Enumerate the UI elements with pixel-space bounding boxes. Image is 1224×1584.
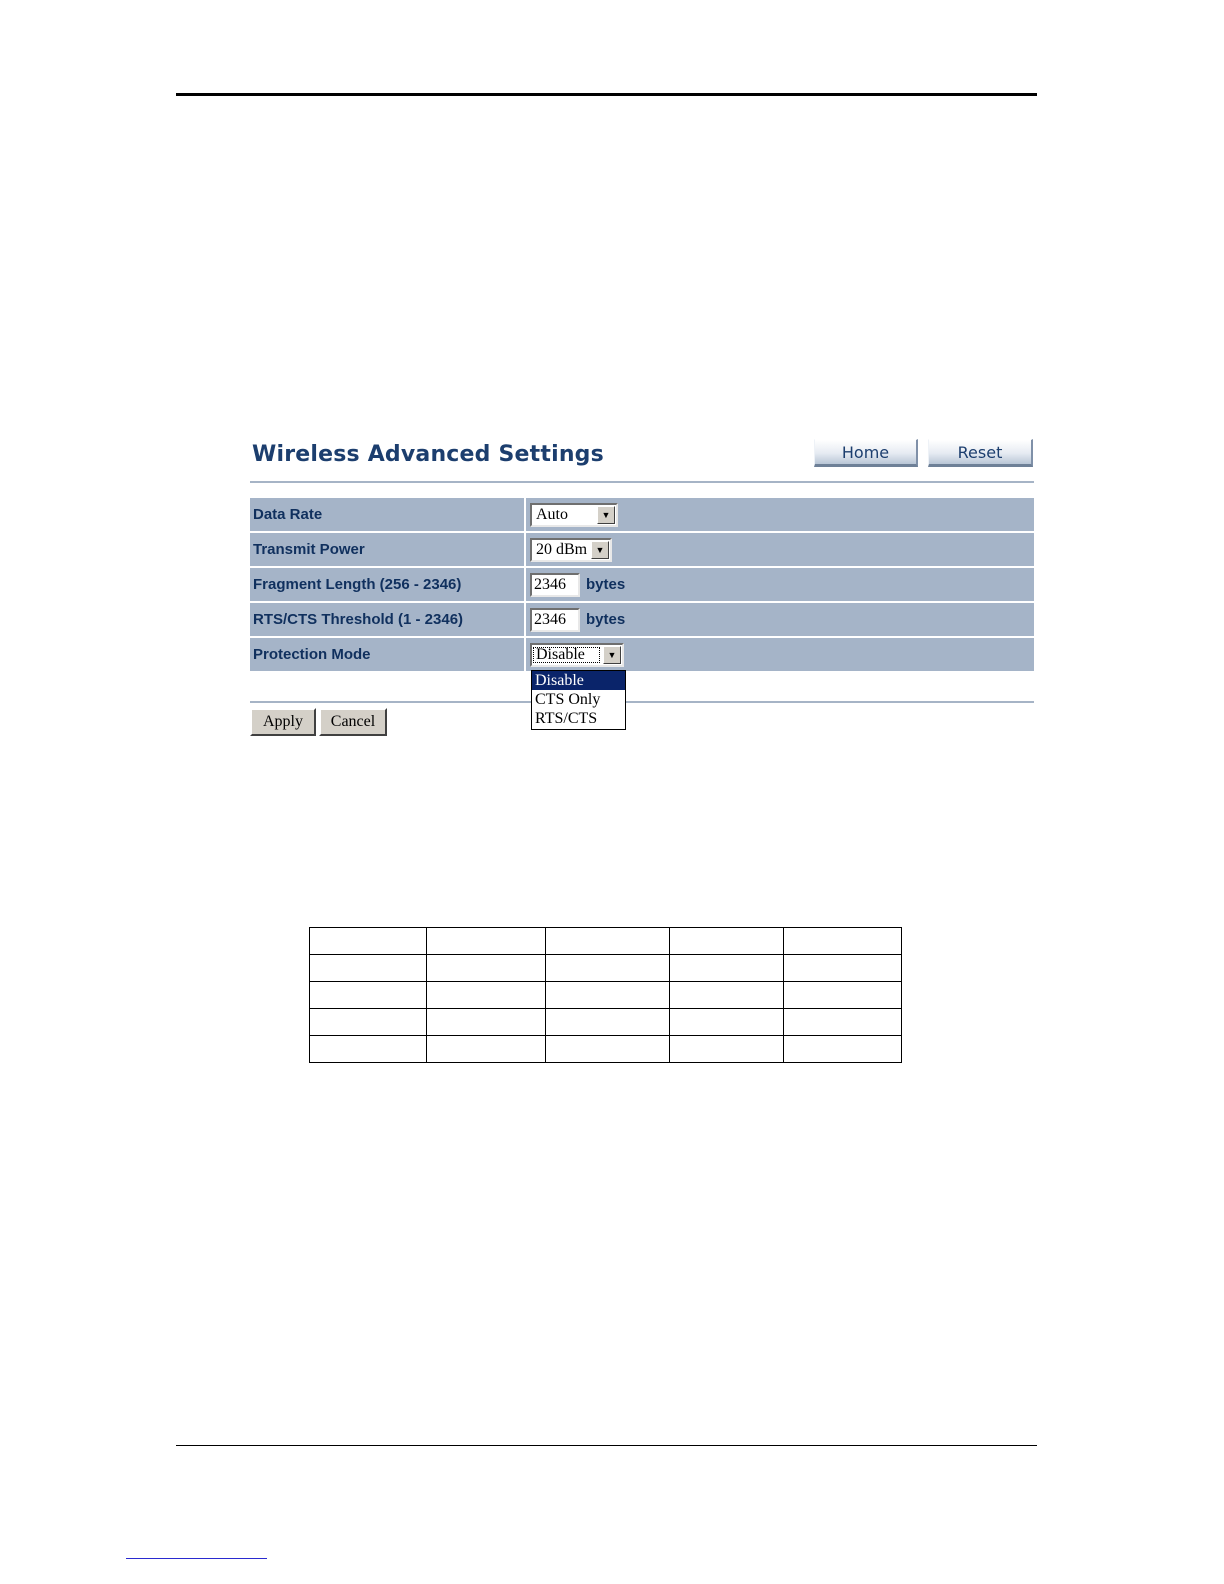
footer-rule xyxy=(176,1445,1037,1446)
transmit-power-label: Transmit Power xyxy=(250,533,524,566)
data-rate-select[interactable] xyxy=(530,503,618,527)
protection-mode-row xyxy=(250,638,1034,671)
data-rate-row xyxy=(250,498,1034,531)
fragment-length-label: Fragment Length (256 - 2346) xyxy=(250,568,524,601)
dropdown-option-cts-only[interactable]: CTS Only xyxy=(535,691,601,708)
transmit-power-select[interactable] xyxy=(530,538,612,562)
wireless-advanced-settings-screenshot xyxy=(250,436,1034,741)
protection-mode-label: Protection Mode xyxy=(250,638,524,671)
data-rate-label: Data Rate xyxy=(250,498,524,531)
page-title: Wireless Advanced Settings xyxy=(252,442,604,467)
fragment-length-input[interactable]: 2346 xyxy=(530,573,580,597)
table-row xyxy=(310,1009,902,1036)
home-button[interactable]: Home xyxy=(814,439,918,467)
table-row xyxy=(310,1036,902,1063)
dropdown-option-disable[interactable]: Disable xyxy=(532,671,625,690)
fragment-length-row xyxy=(250,568,1034,601)
reset-button[interactable]: Reset xyxy=(928,439,1033,467)
data-rate-value: Auto xyxy=(536,505,568,523)
transmit-power-row xyxy=(250,533,1034,566)
table-row xyxy=(310,982,902,1009)
protection-mode-dropdown xyxy=(531,670,626,730)
title-divider xyxy=(250,481,1034,483)
header-rule xyxy=(176,93,1037,96)
rts-cts-threshold-row xyxy=(250,603,1034,636)
protection-mode-value: Disable xyxy=(532,646,601,664)
protection-mode-select[interactable] xyxy=(530,643,624,667)
cancel-button[interactable]: Cancel xyxy=(319,708,387,736)
rts-cts-threshold-unit: bytes xyxy=(586,611,626,628)
footnote-link-underline xyxy=(126,1558,267,1559)
empty-table xyxy=(309,927,902,1063)
form-divider xyxy=(250,701,1034,703)
dropdown-option-rts-cts[interactable]: RTS/CTS xyxy=(535,710,598,727)
chevron-down-icon[interactable]: ▼ xyxy=(603,646,621,664)
table-row xyxy=(310,955,902,982)
transmit-power-value: 20 dBm xyxy=(536,540,588,558)
rts-cts-threshold-label: RTS/CTS Threshold (1 - 2346) xyxy=(250,603,524,636)
fragment-length-unit: bytes xyxy=(586,576,626,593)
chevron-down-icon[interactable]: ▼ xyxy=(591,541,609,559)
rts-cts-threshold-input[interactable]: 2346 xyxy=(530,608,580,632)
settings-form xyxy=(250,498,1034,673)
table-row xyxy=(310,928,902,955)
chevron-down-icon[interactable]: ▼ xyxy=(597,506,615,524)
apply-button[interactable]: Apply xyxy=(250,708,316,736)
